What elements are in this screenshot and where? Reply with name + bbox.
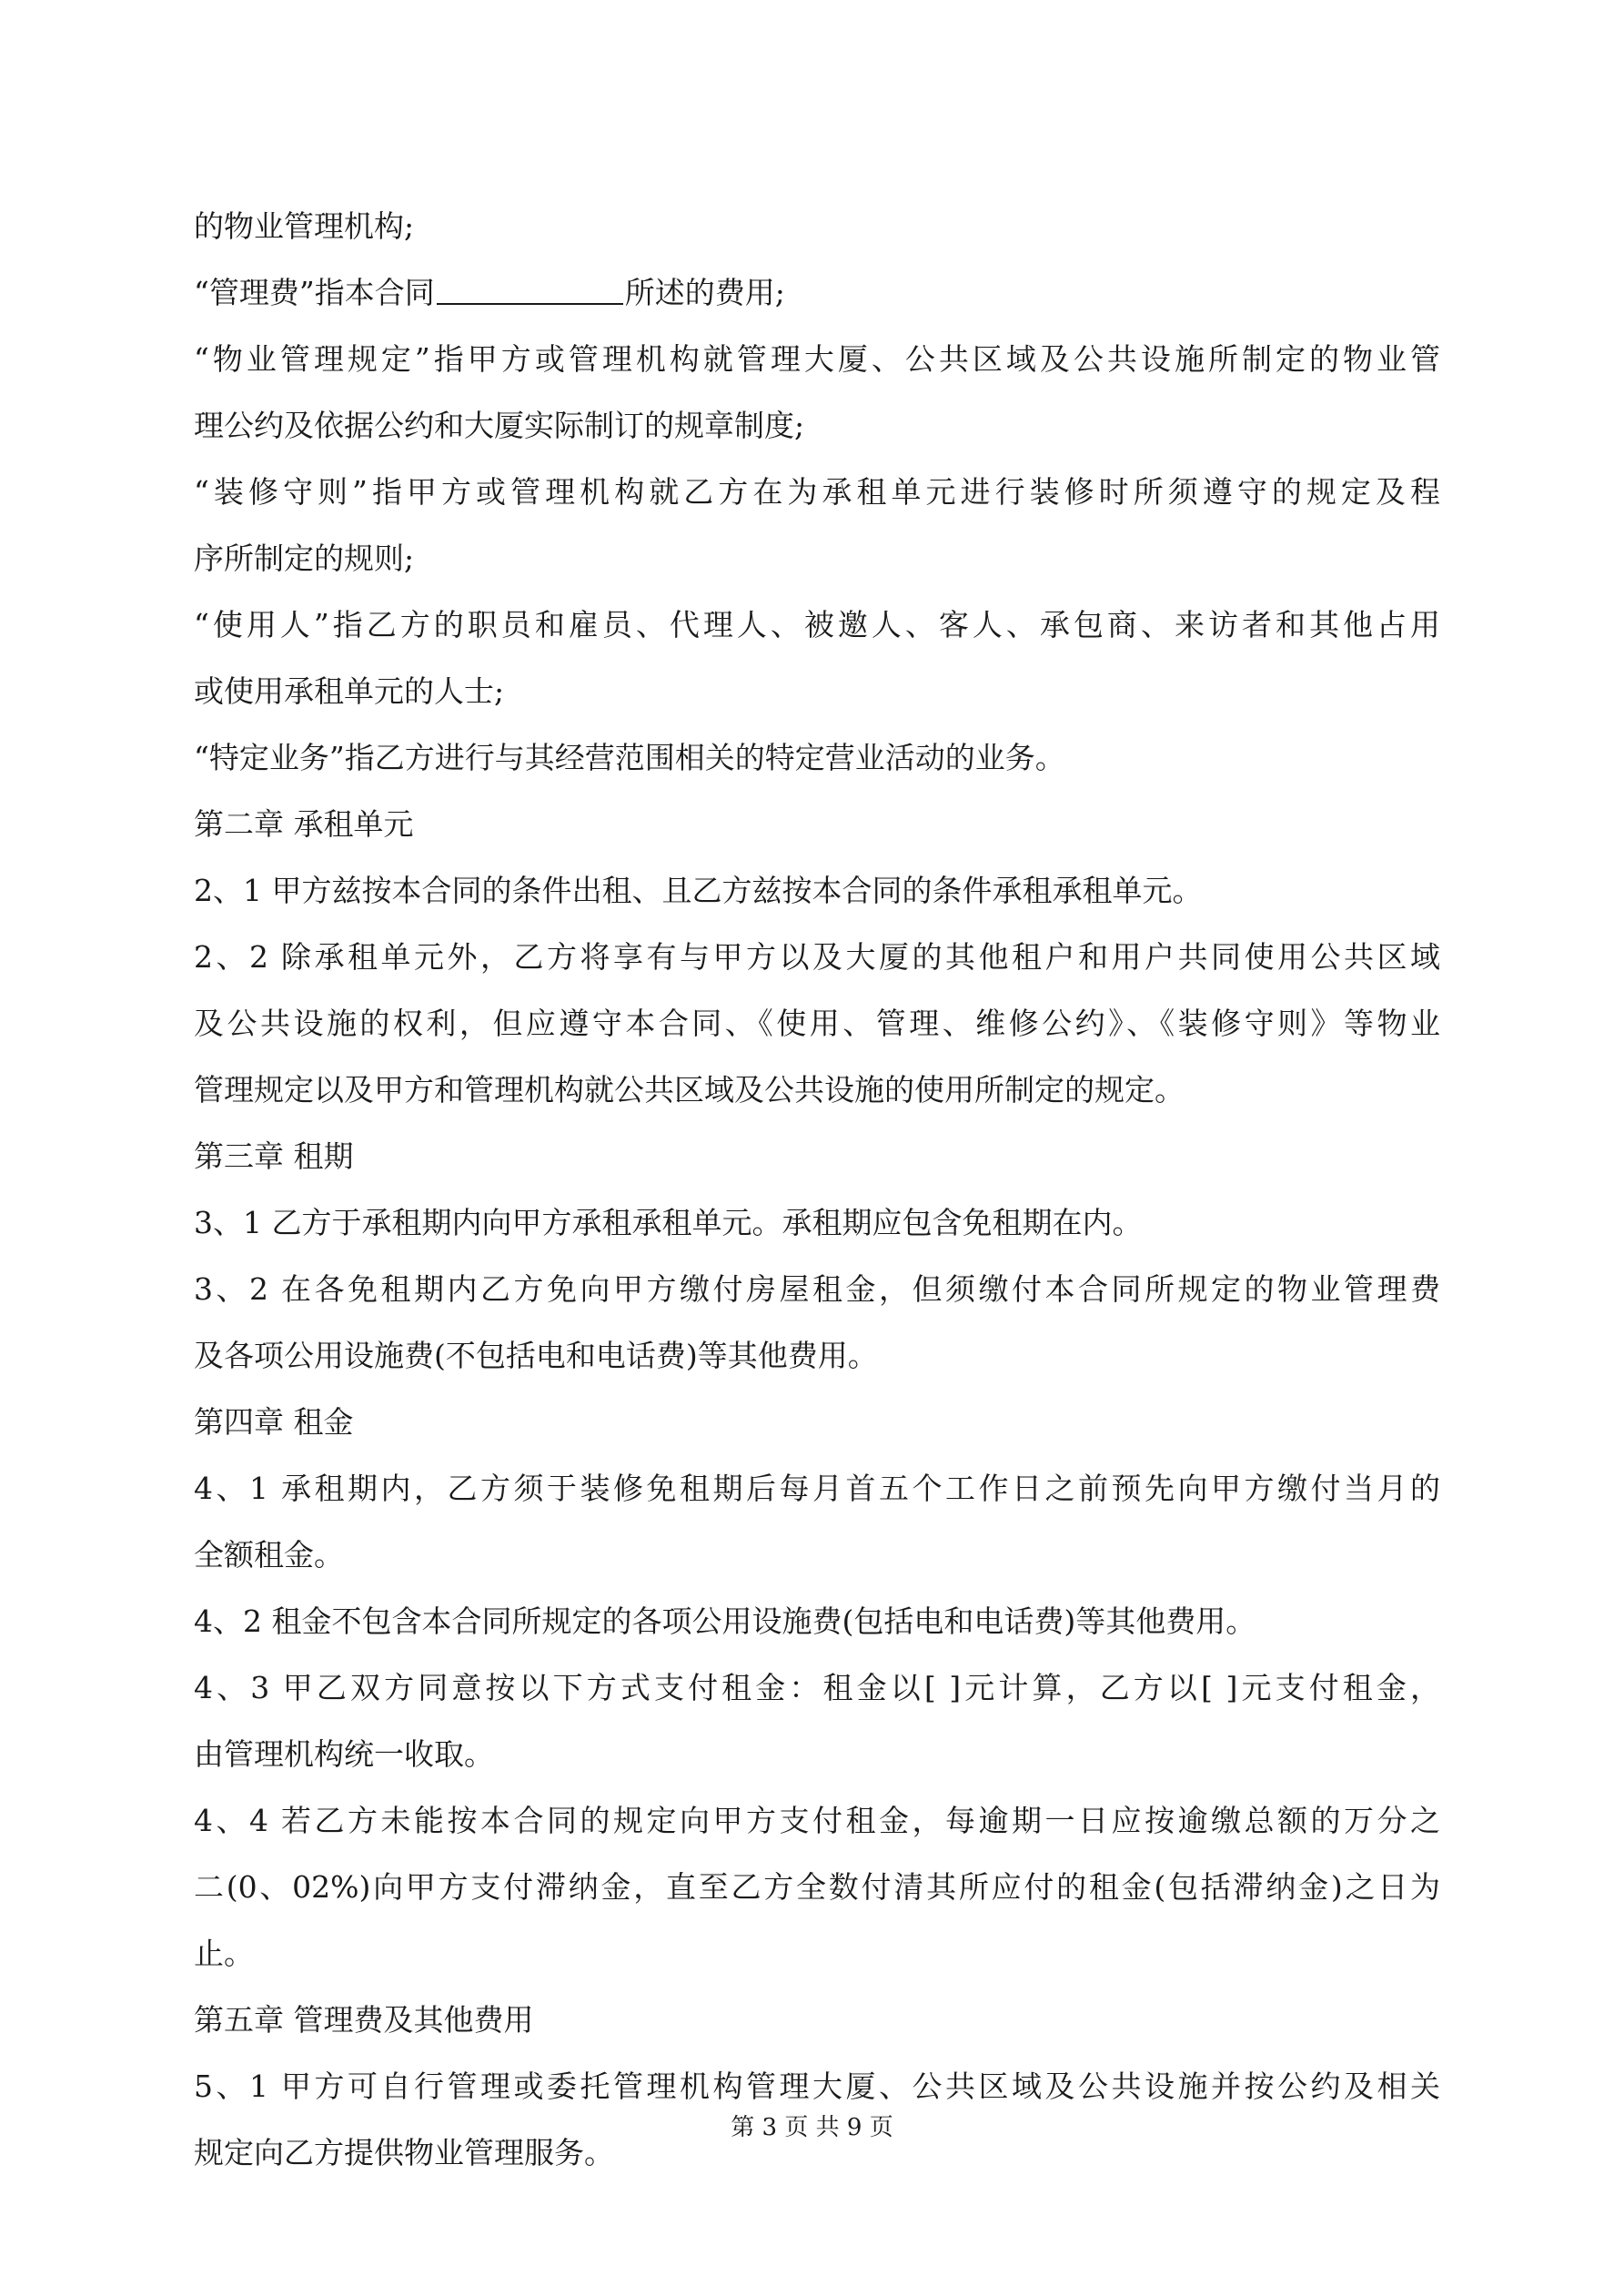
text-line-with-blank xyxy=(194,259,1440,326)
text-line: 及公共设施的权利，但应遵守本合同、《使用、管理、维修公约》、《装修守则》等物业 xyxy=(194,1006,1440,1041)
text-line: 的物业管理机构; xyxy=(194,208,415,244)
text-line: 序所制定的规则; xyxy=(194,541,415,576)
clause-line: 2、1 甲方兹按本合同的条件出租、且乙方兹按本合同的条件承租承租单元。 xyxy=(194,873,1203,908)
chapter-heading: 第二章 承租单元 xyxy=(194,806,414,842)
text-line: “物业管理规定”指甲方或管理机构就管理大厦、公共区域及公共设施所制定的物业管 xyxy=(194,341,1440,377)
clause-line: 2、2 除承租单元外，乙方将享有与甲方以及大厦的其他租户和用户共同使用公共区域 xyxy=(194,939,1440,975)
fill-in-blank xyxy=(437,278,623,305)
text-line: “使用人”指乙方的职员和雇员、代理人、被邀人、客人、承包商、来访者和其他占用 xyxy=(194,607,1440,642)
text-line: 由管理机构统一收取。 xyxy=(194,1736,494,1772)
text-segment: 所述的费用; xyxy=(624,275,785,310)
clause-line: 4、1 承租期内，乙方须于装修免租期后每月首五个工作日之前预先向甲方缴付当月的 xyxy=(194,1471,1440,1506)
clause-line: 4、2 租金不包含本合同所规定的各项公用设施费(包括电和电话费)等其他费用。 xyxy=(194,1603,1256,1639)
clause-line: 4、3 甲乙双方同意按以下方式支付租金：租金以[ ]元计算，乙方以[ ]元支付租金， xyxy=(194,1670,1440,1705)
document-body xyxy=(194,193,1440,2186)
text-line: “特定业务”指乙方进行与其经营范围相关的特定营业活动的业务。 xyxy=(194,740,1065,775)
text-line: 二(0、02%)向甲方支付滞纳金，直至乙方全数付清其所应付的租金(包括滞纳金)之日为 xyxy=(194,1869,1440,1905)
text-line: 理公约及依据公约和大厦实际制订的规章制度; xyxy=(194,408,805,443)
chapter-heading: 第五章 管理费及其他费用 xyxy=(194,2002,534,2038)
text-segment: “管理费”指本合同 xyxy=(194,275,435,310)
clause-line: 3、2 在各免租期内乙方免向甲方缴付房屋租金，但须缴付本合同所规定的物业管理费 xyxy=(194,1271,1440,1307)
clause-line: 3、1 乙方于承租期内向甲方承租承租单元。承租期应包含免租期在内。 xyxy=(194,1205,1143,1240)
text-line: 管理规定以及甲方和管理机构就公共区域及公共设施的使用所制定的规定。 xyxy=(194,1072,1185,1108)
chapter-heading: 第四章 租金 xyxy=(194,1404,354,1440)
clause-line: 5、1 甲方可自行管理或委托管理机构管理大厦、公共区域及公共设施并按公约及相关 xyxy=(194,2068,1440,2104)
text-line: 或使用承租单元的人士; xyxy=(194,673,505,709)
text-line: “装修守则”指甲方或管理机构就乙方在为承租单元进行装修时所须遵守的规定及程 xyxy=(194,474,1440,510)
page-number-footer: 第 3 页 共 9 页 xyxy=(731,2114,893,2141)
text-line: 及各项公用设施费(不包括电和电话费)等其他费用。 xyxy=(194,1338,878,1373)
chapter-heading: 第三章 租期 xyxy=(194,1138,354,1174)
text-line: 全额租金。 xyxy=(194,1537,344,1573)
clause-line: 4、4 若乙方未能按本合同的规定向甲方支付租金，每逾期一日应按逾缴总额的万分之 xyxy=(194,1803,1440,1838)
text-line: 规定向乙方提供物业管理服务。 xyxy=(194,2135,614,2170)
text-line: 止。 xyxy=(194,1936,254,1971)
